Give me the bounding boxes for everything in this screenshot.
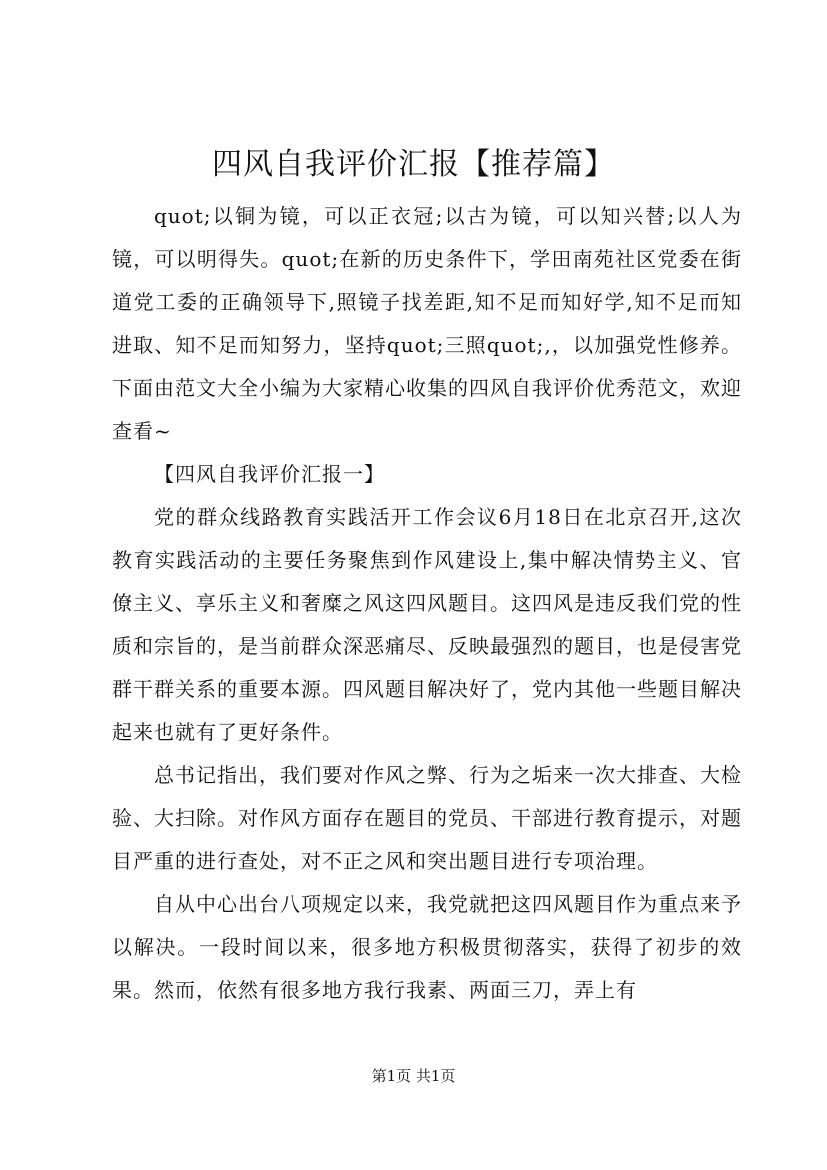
- body-paragraph: 党的群众线路教育实践活开工作会议6月18日在北京召开,这次教育实践活动的主要任务聚焦到作风建设上,集中解决情势主义、官僚主义、享乐主义和奢糜之风这四风题目。这四风是违反我们党的性质和宗旨的，是当前群众深恶痛尽、反映最强烈的题目，也是侵害党群干群关系的重要本源。四风题目解决好了，党内其他一些题目解决起来也就有了更好条件。: [112, 505, 742, 744]
- document-title: 四风自我评价汇报【推荐篇】: [212, 147, 615, 182]
- intro-paragraph: quot;以铜为镜，可以正衣冠;以古为镜，可以知兴替;以人为镜，可以明得失。quot;在新的历史条件下，学田南苑社区党委在街道党工委的正确领导下,照镜子找差距,知不足而知好学,知不足而知进取、知不足而知努力，坚持quot;三照quot;,，以加强党性修养。下面由范文大全小编为大家精心收集的四风自我评价优秀范文，欢迎查看~: [112, 204, 742, 443]
- document-body: [112, 195, 742, 1012]
- body-paragraph: 总书记指出，我们要对作风之弊、行为之垢来一次大排查、大检验、大扫除。对作风方面存在题目的党员、干部进行教育提示，对题目严重的进行查处，对不正之风和突出题目进行专项治理。: [112, 763, 742, 873]
- section-heading: 【四风自我评价汇报一】: [154, 462, 385, 486]
- page-footer: 第1页 共1页: [371, 1067, 456, 1085]
- body-paragraph: 自从中心出台八项规定以来，我党就把这四风题目作为重点来予以解决。一段时间以来，很多地方积极贯彻落实，获得了初步的效果。然而，依然有很多地方我行我素、两面三刀，弄上有: [112, 892, 742, 1002]
